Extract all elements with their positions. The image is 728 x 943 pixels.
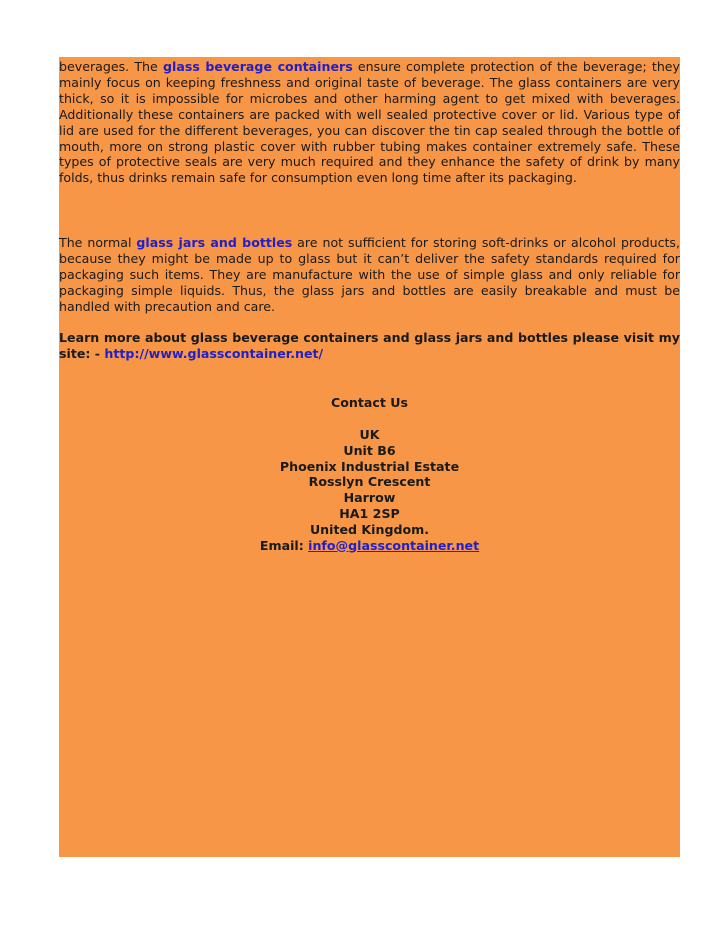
paragraph-learn-more	[59, 330, 680, 362]
address-line-city: Harrow	[343, 490, 396, 506]
learn-more-text: Learn more about glass beverage containers and glass jars and bottles please visit my site: -	[59, 330, 680, 361]
contact-address	[59, 427, 680, 553]
address-line-estate: Phoenix Industrial Estate	[279, 458, 460, 474]
paragraph-text: are not sufficient for storing soft-drinks or alcohol products, because they might be made up to glass but it can’t deliver the safety standards required for packaging such items. They are manufacture with the use of simple glass and only reliable for packaging simple liquids. Thus, the glass jars and bottles are easily breakable and must be handled with precaution and care.	[59, 235, 680, 314]
address-line-nation: United Kingdom.	[309, 521, 430, 537]
site-url-link[interactable]: http://www.glasscontainer.net/	[104, 345, 324, 361]
email-label: Email:	[259, 537, 309, 553]
paragraph-text: The normal	[59, 235, 137, 250]
document-panel	[59, 57, 680, 857]
email-link[interactable]: info@glasscontainer.net	[308, 537, 480, 553]
address-line-postcode: HA1 2SP	[339, 505, 400, 521]
address-line-unit: Unit B6	[343, 442, 396, 458]
paragraph-text: ensure complete protection of the beverage; they mainly focus on keeping freshness and original taste of beverage. The glass containers are very thick, so it is impossible for microbes and other harming agent to get mixed with beverages. Additionally these containers are packed with well sealed protective cover or lid. Various type of lid are used for the different beverages, you can discover the tin cap sealed through the bottle of mouth, more on strong plastic cover with rubber tubing makes container extremely safe. These types of protective seals are very much required and they enhance the safety of drink by many folds, thus drinks remain safe for consumption even long time after its packaging.	[59, 59, 681, 186]
paragraph-beverage-containers	[59, 59, 680, 186]
paragraph-jars-bottles	[59, 235, 680, 315]
address-line-country: UK	[359, 427, 380, 442]
email-line	[59, 538, 680, 554]
address-line-street: Rosslyn Crescent	[308, 474, 431, 490]
paragraph-text: beverages. The	[59, 59, 163, 74]
keyword-glass-beverage-containers[interactable]: glass beverage containers	[163, 59, 353, 74]
contact-heading: Contact Us	[331, 395, 408, 410]
keyword-glass-jars-and-bottles[interactable]: glass jars and bottles	[136, 235, 293, 250]
